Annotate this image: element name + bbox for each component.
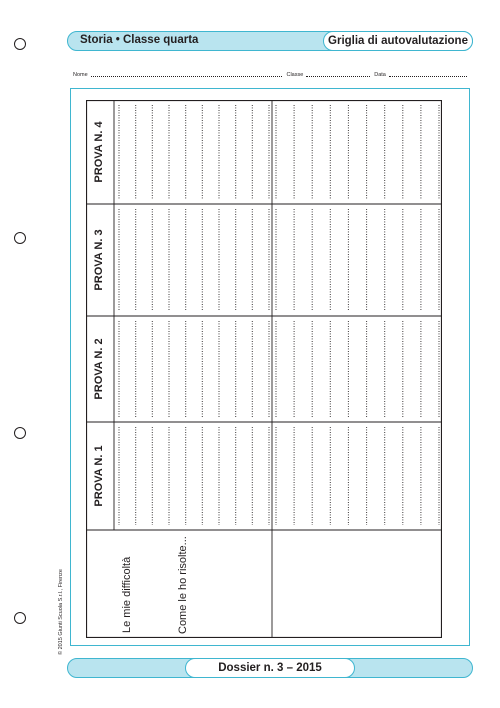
binder-hole-3 <box>14 427 26 439</box>
column-header-prova-1: PROVA N. 1 <box>93 445 105 507</box>
subject-title: Storia • Classe quarta <box>80 34 199 46</box>
footer-bar <box>67 658 473 678</box>
name-label: Nome <box>73 72 88 78</box>
student-info-line <box>73 68 471 78</box>
class-label: Classe <box>286 72 304 78</box>
copyright-credit: © 2015 Giunti Scuola S.r.l., Firenze <box>58 569 64 655</box>
binder-hole-2 <box>14 232 26 244</box>
column-header-prova-2: PROVA N. 2 <box>93 338 105 400</box>
header-bar <box>67 31 473 51</box>
row-label-solutions: Come le ho risolte... <box>177 536 189 634</box>
dossier-label: Dossier n. 3 – 2015 <box>185 658 355 678</box>
section-title: Griglia di autovalutazione <box>323 31 473 51</box>
date-label: Data <box>374 72 386 78</box>
column-header-prova-3: PROVA N. 3 <box>93 229 105 291</box>
column-header-prova-4: PROVA N. 4 <box>93 121 105 183</box>
date-field[interactable] <box>389 76 467 77</box>
row-label-difficulties: Le mie difficoltà <box>121 556 134 633</box>
writing-lines[interactable] <box>119 105 439 525</box>
class-field[interactable] <box>306 76 370 77</box>
row-label-solutions-wrap <box>177 530 277 634</box>
assessment-grid <box>86 100 442 638</box>
name-field[interactable] <box>91 76 283 77</box>
binder-hole-1 <box>14 38 26 50</box>
binder-hole-4 <box>14 612 26 624</box>
